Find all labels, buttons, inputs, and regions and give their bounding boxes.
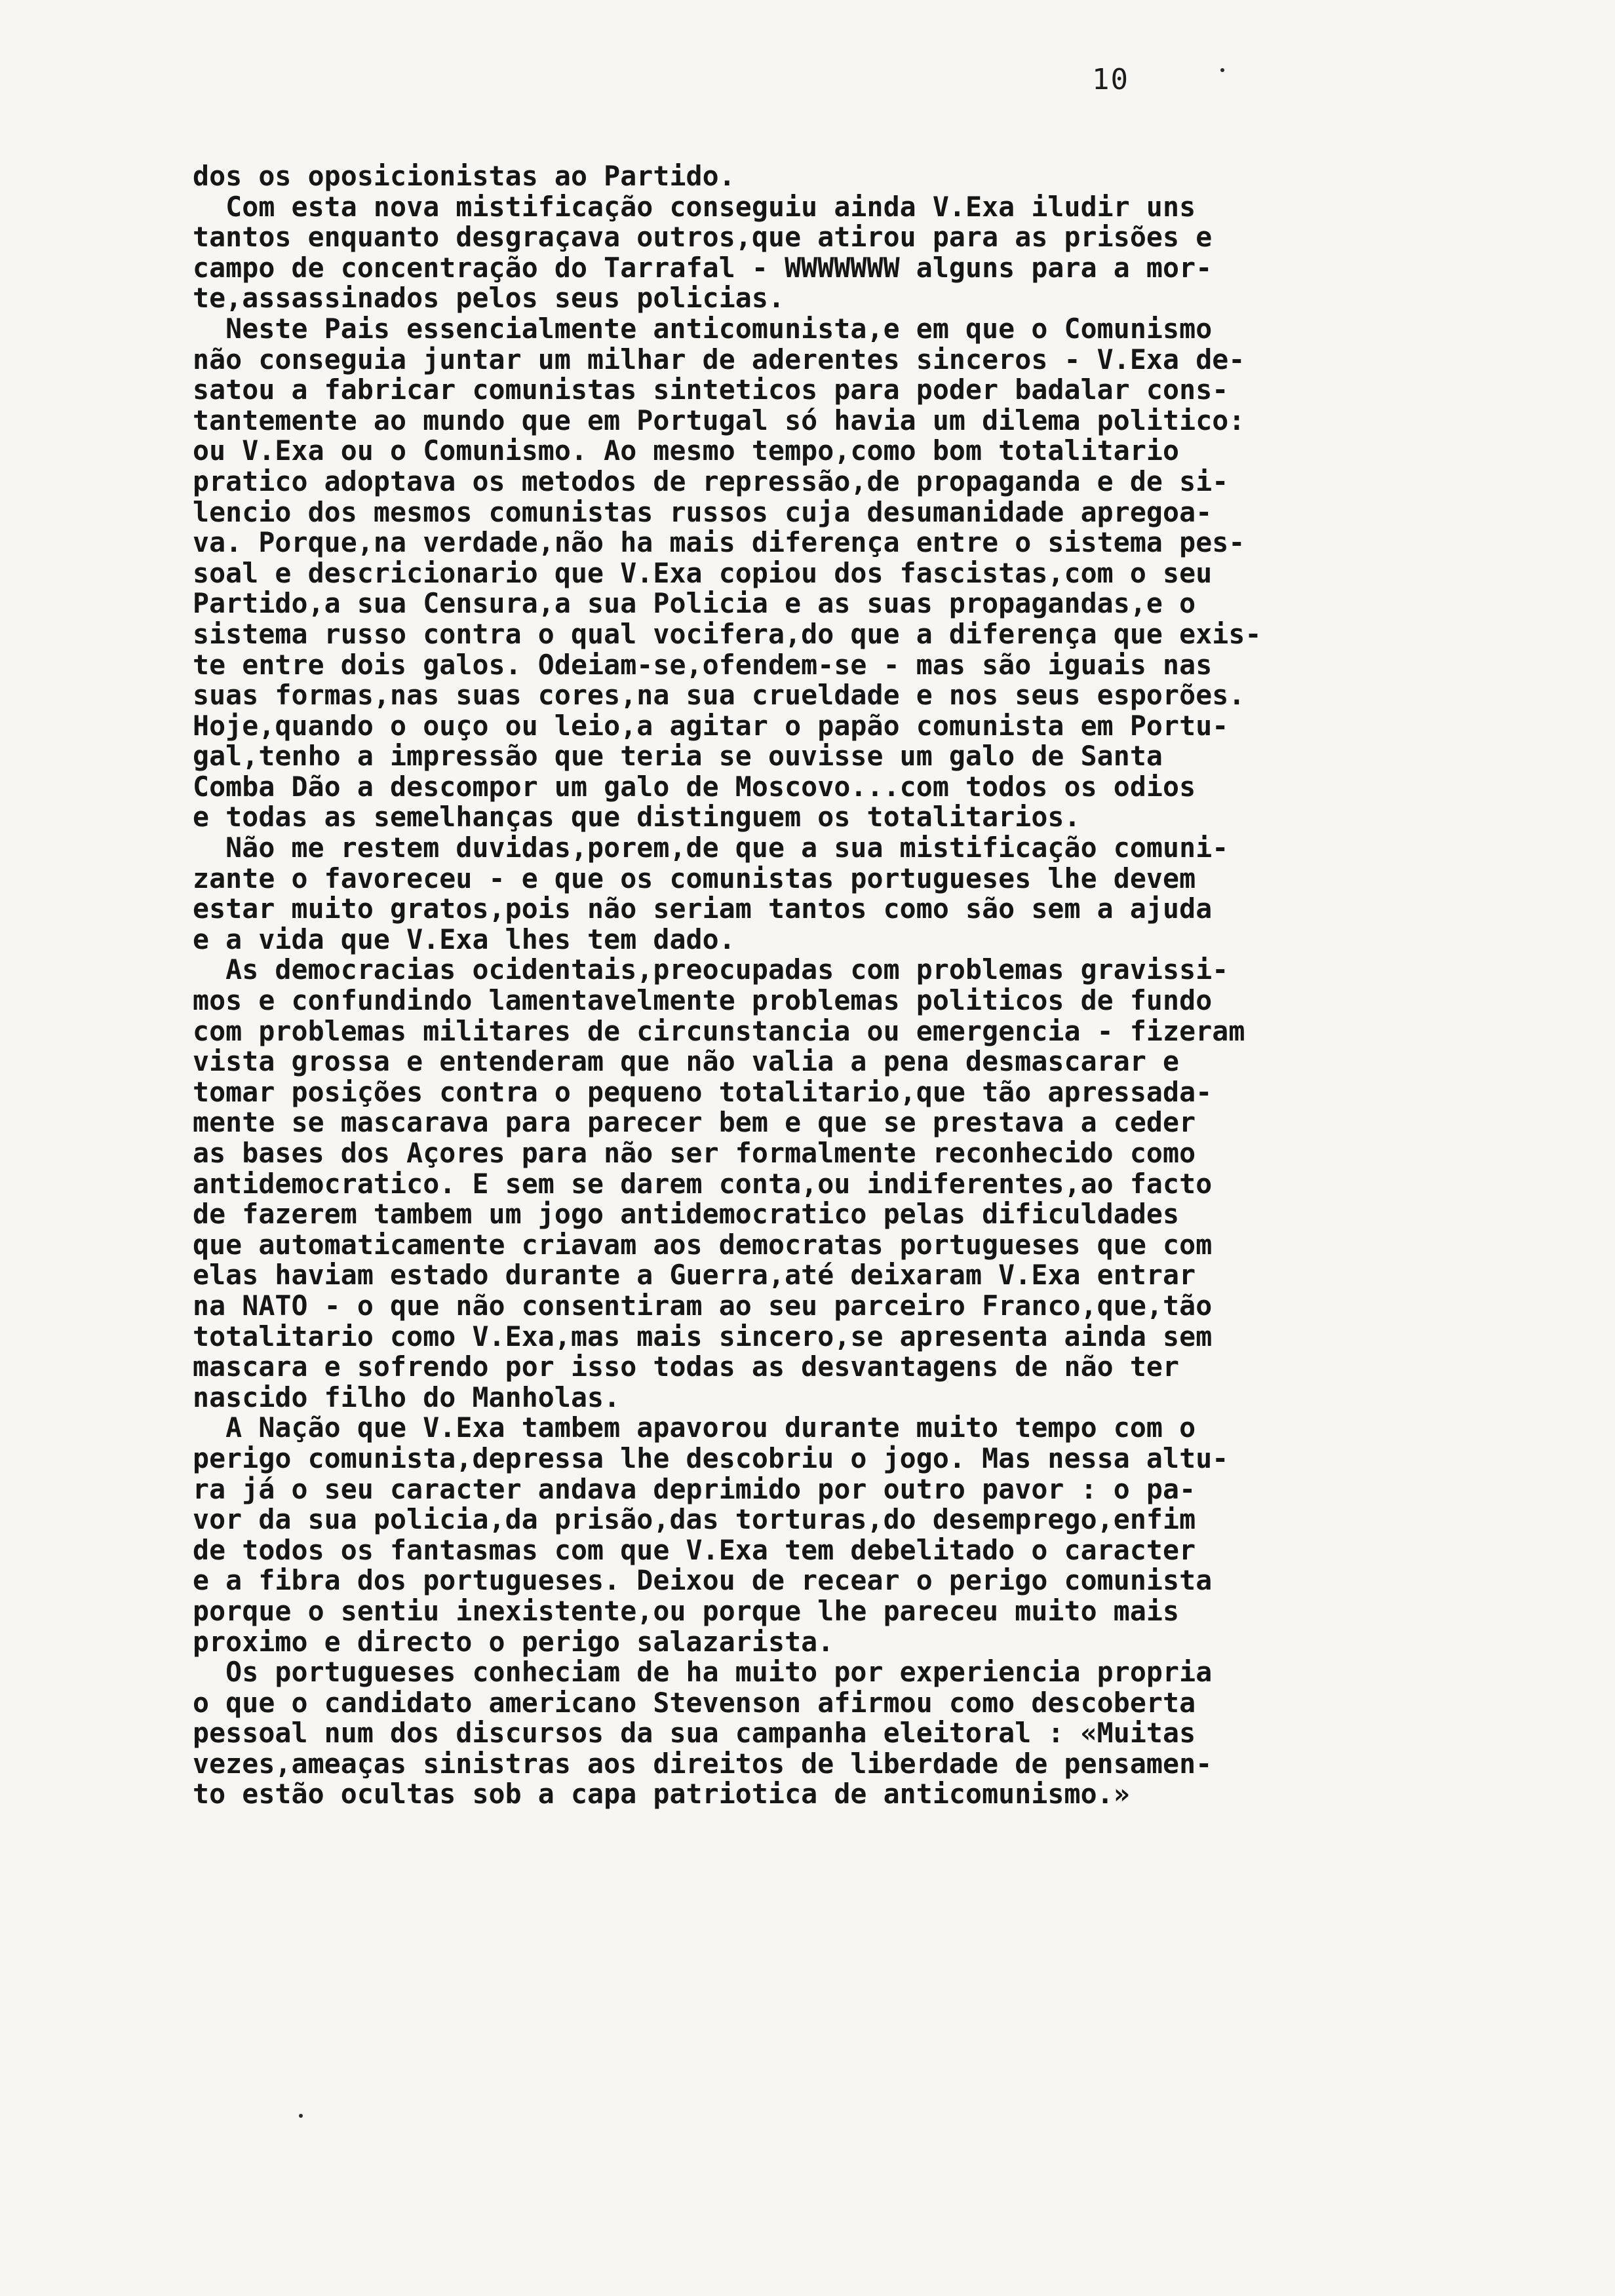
stray-mark <box>299 2114 303 2118</box>
text-line: Comba Dão a descompor um galo de Moscovo...com todos os odios <box>193 770 1196 803</box>
text-line: ra já o seu caracter andava deprimido por outro pavor : o pa- <box>193 1472 1196 1505</box>
text-line: soal e descricionario que V.Exa copiou dos fascistas,com o seu <box>193 556 1213 589</box>
text-line: antidemocratico. E sem se darem conta,ou indiferentes,ao facto <box>193 1167 1213 1200</box>
text-line: com problemas militares de circunstancia ou emergencia - fizeram <box>193 1014 1245 1047</box>
text-line: as bases dos Açores para não ser formalmente reconhecido como <box>193 1137 1196 1169</box>
text-line: lencio dos mesmos comunistas russos cuja desumanidade apregoa- <box>193 495 1213 528</box>
text-line: gal,tenho a impressão que teria se ouvisse um galo de Santa <box>193 740 1163 773</box>
text-line: vista grossa e entenderam que não valia a pena desmascarar e <box>193 1045 1180 1078</box>
text-line: suas formas,nas suas cores,na sua crueldade e nos seus esporões. <box>193 679 1245 712</box>
text-line: Com esta nova mistificação conseguiu ainda V.Exa iludir uns <box>193 190 1196 223</box>
text-line: elas haviam estado durante a Guerra,até deixaram V.Exa entrar <box>193 1259 1196 1292</box>
text-line: totalitario como V.Exa,mas mais sincero,se apresenta ainda sem <box>193 1320 1213 1352</box>
text-line: não conseguia juntar um milhar de aderentes sinceros - V.Exa de- <box>193 343 1245 375</box>
text-line: mascara e sofrendo por isso todas as desvantagens de não ter <box>193 1350 1180 1383</box>
text-line: porque o sentiu inexistente,ou porque lhe pareceu muito mais <box>193 1594 1180 1627</box>
text-line: nascido filho do Manholas. <box>193 1381 621 1413</box>
text-line: mos e confundindo lamentavelmente problemas politicos de fundo <box>193 984 1213 1017</box>
text-line: to estão ocultas sob a capa patriotica de anticomunismo.» <box>193 1778 1130 1810</box>
text-line: dos os oposicionistas ao Partido. <box>193 160 735 192</box>
text-line: o que o candidato americano Stevenson afirmou como descoberta <box>193 1686 1196 1719</box>
text-line: e a fibra dos portugueses. Deixou de recear o perigo comunista <box>193 1564 1213 1597</box>
text-line: As democracias ocidentais,preocupadas com problemas gravissi- <box>193 953 1229 986</box>
text-line: Os portugueses conheciam de ha muito por experiencia propria <box>193 1656 1213 1689</box>
text-line: tantos enquanto desgraçava outros,que atirou para as prisões e <box>193 221 1213 254</box>
text-line: vezes,ameaças sinistras aos direitos de liberdade de pensamen- <box>193 1747 1213 1780</box>
text-line: estar muito gratos,pois não seriam tantos como são sem a ajuda <box>193 892 1213 925</box>
text-line: sistema russo contra o qual vocifera,do que a diferença que exis- <box>193 617 1262 650</box>
text-line: de fazerem tambem um jogo antidemocratico pelas dificuldades <box>193 1198 1180 1231</box>
text-line: satou a fabricar comunistas sinteticos para poder badalar cons- <box>193 373 1229 406</box>
text-line: que automaticamente criavam aos democratas portugueses que com <box>193 1228 1213 1261</box>
text-line: campo de concentração do Tarrafal - WWWWWWW alguns para a mor- <box>193 251 1213 284</box>
text-line: va. Porque,na verdade,não ha mais diferença entre o sistema pes- <box>193 526 1245 559</box>
typewritten-body <box>193 161 1464 1810</box>
text-line: tantemente ao mundo que em Portugal só havia um dilema politico: <box>193 404 1245 436</box>
text-line: vor da sua policia,da prisão,das torturas,do desemprego,enfim <box>193 1503 1196 1536</box>
text-line: proximo e directo o perigo salazarista. <box>193 1625 834 1658</box>
text-line: pratico adoptava os metodos de repressão,de propaganda e de si- <box>193 465 1229 497</box>
text-line: Neste Pais essencialmente anticomunista,e em que o Comunismo <box>193 312 1213 345</box>
text-line: te entre dois galos. Odeiam-se,ofendem-se - mas são iguais nas <box>193 648 1213 681</box>
text-line: pessoal num dos discursos da sua campanha eleitoral : «Muitas <box>193 1717 1196 1750</box>
page-number: 10 <box>1092 63 1129 96</box>
text-line: A Nação que V.Exa tambem apavorou durante muito tempo com o <box>193 1411 1196 1444</box>
text-line: te,assassinados pelos seus policias. <box>193 282 785 315</box>
text-line: na NATO - o que não consentiram ao seu parceiro Franco,que,tão <box>193 1289 1213 1322</box>
text-line: e todas as semelhanças que distinguem os totalitarios. <box>193 801 1081 833</box>
text-line: de todos os fantasmas com que V.Exa tem debelitado o caracter <box>193 1533 1196 1566</box>
text-line: Não me restem duvidas,porem,de que a sua mistificação comuni- <box>193 832 1229 864</box>
text-line: tomar posições contra o pequeno totalitario,que tão apressada- <box>193 1075 1213 1108</box>
text-line: Hoje,quando o ouço ou leio,a agitar o papão comunista em Portu- <box>193 709 1229 742</box>
text-line: perigo comunista,depressa lhe descobriu o jogo. Mas nessa altu- <box>193 1442 1229 1474</box>
text-line: mente se mascarava para parecer bem e que se prestava a ceder <box>193 1106 1196 1139</box>
text-line: e a vida que V.Exa lhes tem dado. <box>193 923 735 955</box>
text-line: ou V.Exa ou o Comunismo. Ao mesmo tempo,como bom totalitario <box>193 434 1180 467</box>
text-line: zante o favoreceu - e que os comunistas portugueses lhe devem <box>193 862 1196 894</box>
text-line: Partido,a sua Censura,a sua Policia e as suas propagandas,e o <box>193 587 1196 620</box>
stray-mark <box>1220 68 1224 72</box>
